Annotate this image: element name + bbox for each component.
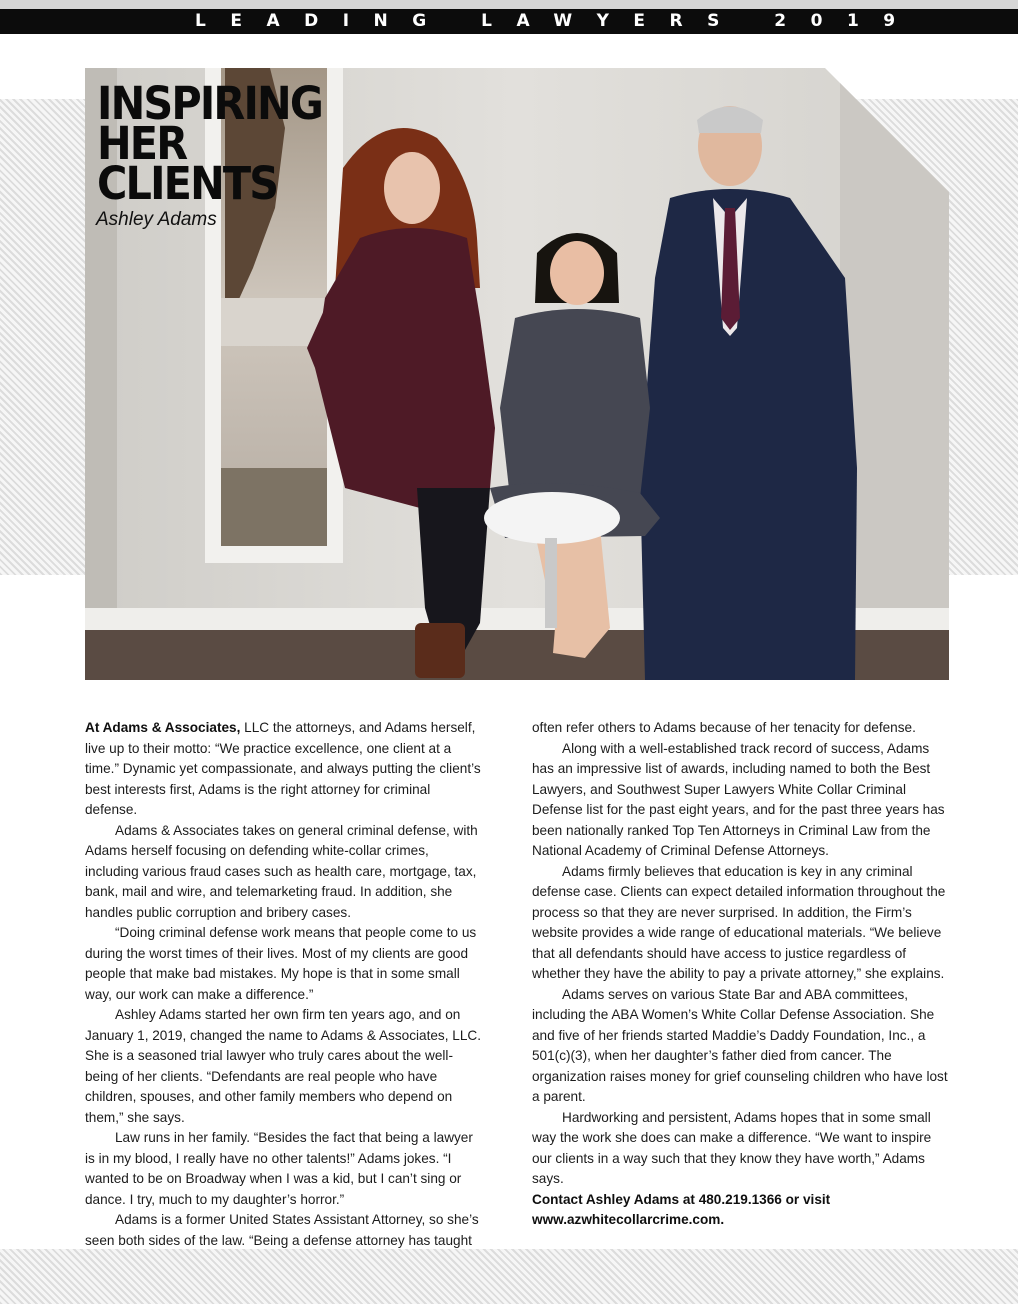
article-column-left xyxy=(85,718,483,1272)
article-paragraph: Along with a well-established track record of success, Adams has an impressive list of awards, including named to both the Best Lawyers, and Southwest Super Lawyers White Collar Criminal Defense list for the past eight years, and for the past three years has been nationally ranked Top Ten Attorneys in Criminal Law from the National Academy of Criminal Defense Attorneys. xyxy=(532,740,945,858)
article-paragraph: Law runs in her family. “Besides the fact that being a lawyer is in my blood, I really have no other talents!” Adams jokes. “I wanted to be on Broadway when I was a kid, but I can’t sing or dance. I try, much to my daughter’s horror.” xyxy=(85,1130,473,1207)
headline-line: HER xyxy=(97,117,187,170)
face-left xyxy=(384,152,440,224)
contact-line: Contact Ashley Adams at 480.219.1366 or visit www.azwhitecollarcrime.com. xyxy=(532,1191,831,1227)
article-paragraph: Ashley Adams started her own firm ten years ago, and on January 1, 2019, changed the name to Adams & Associates, LLC. She is a seasoned trial lawyer who truly cares about the well-being of her clients. “Defendants are real people who have children, spouses, and other family members who depend on them,” she says. xyxy=(85,1007,481,1125)
article-paragraph: Adams is a former United States Assistant Attorney, so she’s seen both sides of the law. “Being a defense attorney has taught xyxy=(85,1212,479,1248)
stool-seat xyxy=(484,492,620,544)
stool-post xyxy=(545,538,557,628)
article-paragraph: Adams firmly believes that education is key in any criminal defense case. Clients can expect detailed information throughout the process so that they are never surprised. In addition, the Firm’s website provides a wide range of educational materials. “We believe that all defendants should have access to justice regardless of whether they have the ability to pay a private attorney,” she explains. xyxy=(532,863,946,981)
article-byline: Ashley Adams xyxy=(96,209,217,230)
article-paragraph: At Adams & Associates, LLC the attorneys, and Adams herself, live up to their motto: “We practice excellence, one client at a time.” Dynamic yet compassionate, and always putting the client’s best interests first, Adams is the right attorney for criminal defense. xyxy=(85,720,481,817)
article-paragraph: often refer others to Adams because of her tenacity for defense. xyxy=(532,720,916,735)
boots-left xyxy=(415,623,465,678)
article-paragraph: Adams serves on various State Bar and ABA committees, including the ABA Women’s White Collar Defense Association. She and five of her friends started Maddie’s Daddy Foundation, Inc., a 501(c)(3), when her daughter’s father died from cancer. The organization raises money for grief counseling children who have lost a parent. xyxy=(532,986,948,1104)
window-ground xyxy=(221,468,327,546)
header-title: LEADING LAWYERS 2019 xyxy=(195,11,920,31)
lead-in: At Adams & Associates, xyxy=(85,720,241,735)
headline-line: INSPIRING xyxy=(97,77,322,130)
suit-right xyxy=(640,189,857,680)
article-column-right xyxy=(532,718,948,1231)
face-center xyxy=(550,241,604,305)
article-headline xyxy=(97,77,322,210)
window-building xyxy=(221,298,327,346)
headline-line: CLIENTS xyxy=(97,157,278,210)
dress-center xyxy=(500,309,650,498)
article-paragraph: Adams & Associates takes on general criminal defense, with Adams herself focusing on defending white-collar crimes, including various fraud cases such as health care, mortgage, tax, bank, mail and wire, and telemarketing fraud. In addition, she handles public corruption and bribery cases. xyxy=(85,822,478,920)
top-border-strip xyxy=(0,0,1018,9)
bottom-stripe-border xyxy=(0,1249,1018,1304)
article-paragraph: “Doing criminal defense work means that people come to us during the worst times of their lives. Most of my clients are good people that make bad mistakes. My hope is that in some small way, our work can make a difference.” xyxy=(85,925,477,1002)
article-paragraph: Hardworking and persistent, Adams hopes that in some small way the work she does can make a difference. “We want to inspire our clients in a way such that they know they have worth,” Adams says. xyxy=(532,1109,932,1186)
